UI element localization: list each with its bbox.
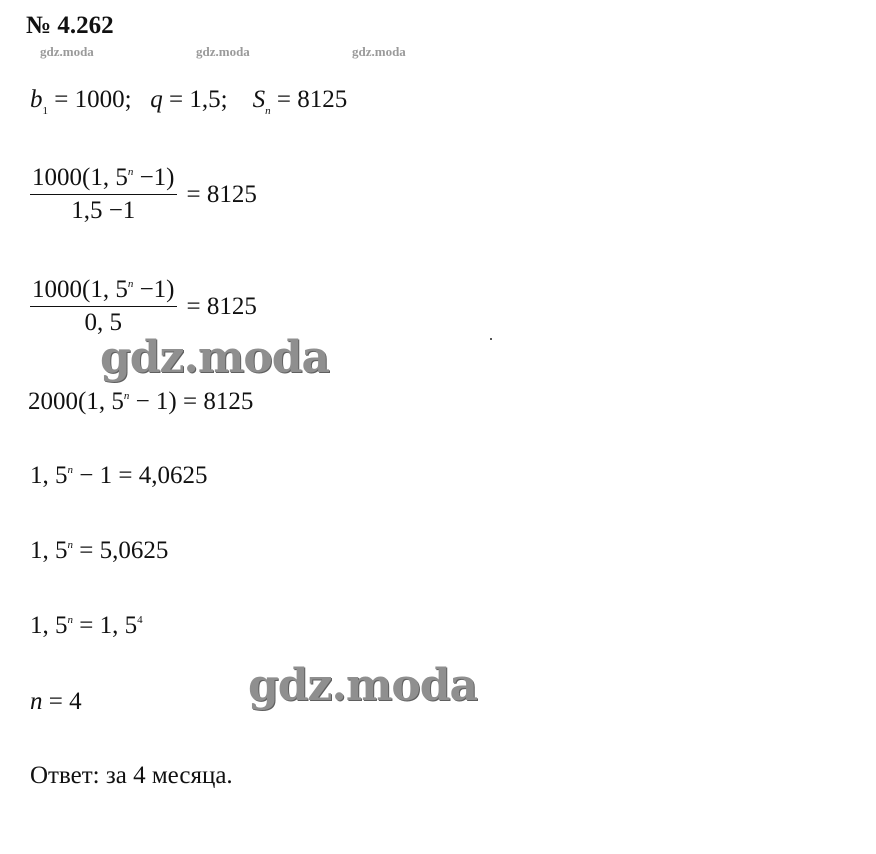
fraction-2-rhs: = 8125 [186, 292, 257, 320]
fraction-equation-1 [30, 164, 257, 225]
equation-step-5: 1, $5^n = 5,0625$ [30, 537, 169, 564]
equation-step-4: 1, $5^n - 1 = 4,0625$ [30, 462, 208, 489]
equation-step-6: 1, $5^n = 1$, $5^4$ [30, 612, 143, 639]
watermark-small-2: gdz.moda [196, 44, 250, 59]
fraction-2-numerator: 1000(1, $5^n -1$) [32, 276, 175, 303]
fraction-1 [30, 164, 177, 225]
given-line [30, 86, 348, 117]
fraction-2-denominator: 0, 5 [84, 309, 122, 336]
stray-dot [490, 338, 492, 340]
s-value: = 8125 [276, 86, 348, 113]
fraction-1-numerator: 1000(1, $5^n -1$) [32, 164, 175, 191]
fraction-1-denominator: 1,5 −1 [71, 197, 136, 224]
b-subscript: 1 [42, 105, 48, 117]
s-variable: S [252, 86, 266, 113]
q-variable: q [150, 86, 163, 113]
watermark-small-3: gdz.moda [352, 44, 406, 59]
watermark-small-1: gdz.moda [40, 44, 94, 59]
b-value: = 1000; [54, 86, 132, 113]
problem-number: № 4.262 [26, 12, 114, 39]
fraction-2 [30, 276, 177, 337]
equation-step-3: 2000(1, $5^n - 1) = 8125$ [28, 388, 254, 415]
b-variable: b [30, 86, 43, 113]
answer-line: Ответ: за 4 месяца. [30, 762, 233, 789]
fraction-1-rhs: = 8125 [186, 180, 257, 208]
fraction-equation-2 [30, 276, 257, 337]
watermark-large-1: gdz.moda [100, 332, 330, 383]
equation-step-7: n = 4 [30, 688, 82, 715]
q-value: = 1,5; [169, 86, 228, 113]
watermark-large-2: gdz.moda [248, 660, 478, 711]
s-subscript: n [265, 105, 271, 117]
